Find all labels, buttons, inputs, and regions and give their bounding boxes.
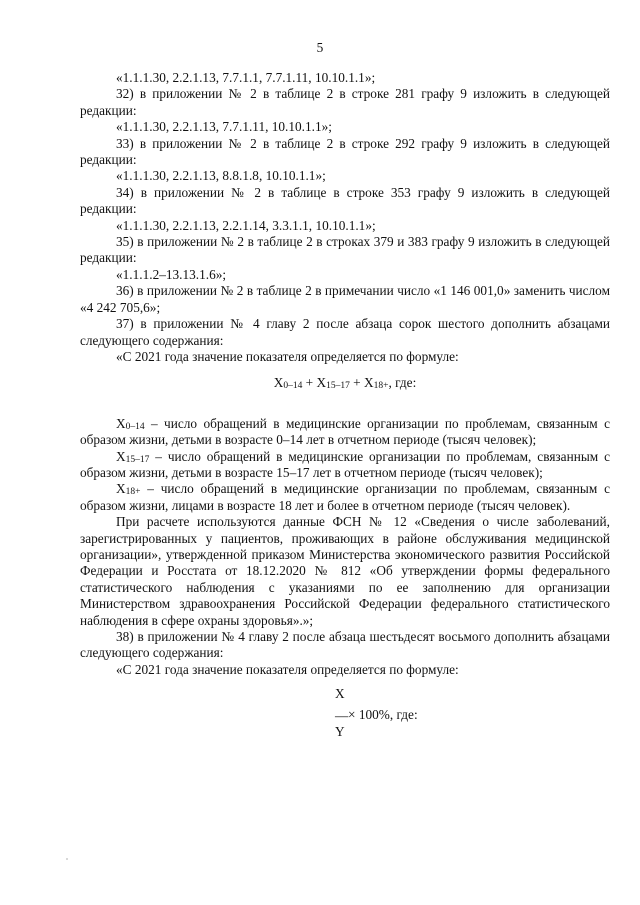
- paragraph-item-34: 34) в приложении № 2 в таблице в строке 353 графу 9 изложить в следующей редакции:: [80, 184, 610, 217]
- paragraph-calculation-source: При расчете используются данные ФСН № 12 «Сведения о числе заболеваний, зарегистрированных у пациентов, проживающих в районе обслуживания медицинской организации», утвержденной приказом Министерства экономического развития Российской Федерации и Росстата от 18.12.2020 № 812 «Об утверждении формы федерального статистического наблюдения с указаниями по ее заполнению для организации Министерством здравоохранения Российской Федерации федерального статистического наблюдения в сфере охраны здоровья».»;: [80, 514, 610, 628]
- paragraph-codes-2: «1.1.1.30, 2.2.1.13, 7.7.1.11, 10.10.1.1»;: [116, 119, 332, 135]
- fraction-bar: —: [335, 708, 349, 724]
- document-body: [80, 70, 610, 742]
- fraction-denominator: Y: [335, 724, 345, 740]
- paragraph-item-36: 36) в приложении № 2 в таблице 2 в примечании число «1 146 001,0» заменить числом «4 242 705,6»;: [80, 283, 610, 315]
- definition-x-0-14: $X_{0-14}$ – число обращений в медицинские организации по проблемам, связанным с образом жизни, детьми в возрасте 0–14 лет в отчетном периоде (тысяч человек);: [80, 415, 610, 448]
- paragraph-formula-intro-2: «С 2021 года значение показателя определяется по формуле:: [116, 661, 459, 677]
- paragraph-item-33: 33) в приложении № 2 в таблице 2 в строке 292 графу 9 изложить в следующей редакции:: [80, 135, 610, 168]
- definition-x-18-plus: $X_{18+}$ – число обращений в медицинские организации по проблемам, связанным с образом жизни, лицами в возрасте 18 лет и более в отчетном периоде (тысяч человек).: [80, 481, 610, 513]
- fraction-rest: × 100%, где:: [348, 707, 418, 723]
- paragraph-codes-1: «1.1.1.30, 2.2.1.13, 7.7.1.1, 7.7.1.11, 10.10.1.1»;: [116, 70, 376, 85]
- paragraph-codes-4: «1.1.1.30, 2.2.1.13, 2.2.1.14, 3.3.1.1, 10.10.1.1»;: [116, 217, 376, 233]
- paragraph-item-35: 35) в приложении № 2 в таблице 2 в строках 379 и 383 графу 9 изложить в следующей редакции:: [80, 234, 610, 266]
- paragraph-item-32: 32) в приложении № 2 в таблице 2 в строке 281 графу 9 изложить в следующей редакции:: [80, 86, 610, 118]
- paragraph-codes-3: «1.1.1.30, 2.2.1.13, 8.8.1.8, 10.10.1.1»;: [116, 168, 326, 184]
- formula-sum: $X_{0-14} + X_{15-17} + X_{18+}$, где:: [273, 375, 417, 392]
- paragraph-item-38: 38) в приложении № 4 главу 2 после абзаца шестьдесят восьмого дополнить абзацами следующего содержания:: [80, 629, 610, 661]
- fraction-numerator: X: [335, 686, 345, 702]
- paragraph-item-37: 37) в приложении № 4 главу 2 после абзаца сорок шестого дополнить абзацами следующего содержания:: [80, 316, 610, 348]
- paragraph-formula-intro-1: «С 2021 года значение показателя определяется по формуле:: [116, 348, 459, 364]
- page-number: 5: [316, 40, 324, 55]
- formula-fraction: [80, 686, 610, 742]
- definition-x-15-17: $X_{15-17}$ – число обращений в медицинские организации по проблемам, связанным с образом жизни, детьми в возрасте 15–17 лет в отчетном периоде (тысяч человек);: [80, 448, 610, 480]
- paragraph-codes-5: «1.1.1.2–13.13.1.6»;: [116, 266, 227, 282]
- scan-artifact: [66, 858, 68, 860]
